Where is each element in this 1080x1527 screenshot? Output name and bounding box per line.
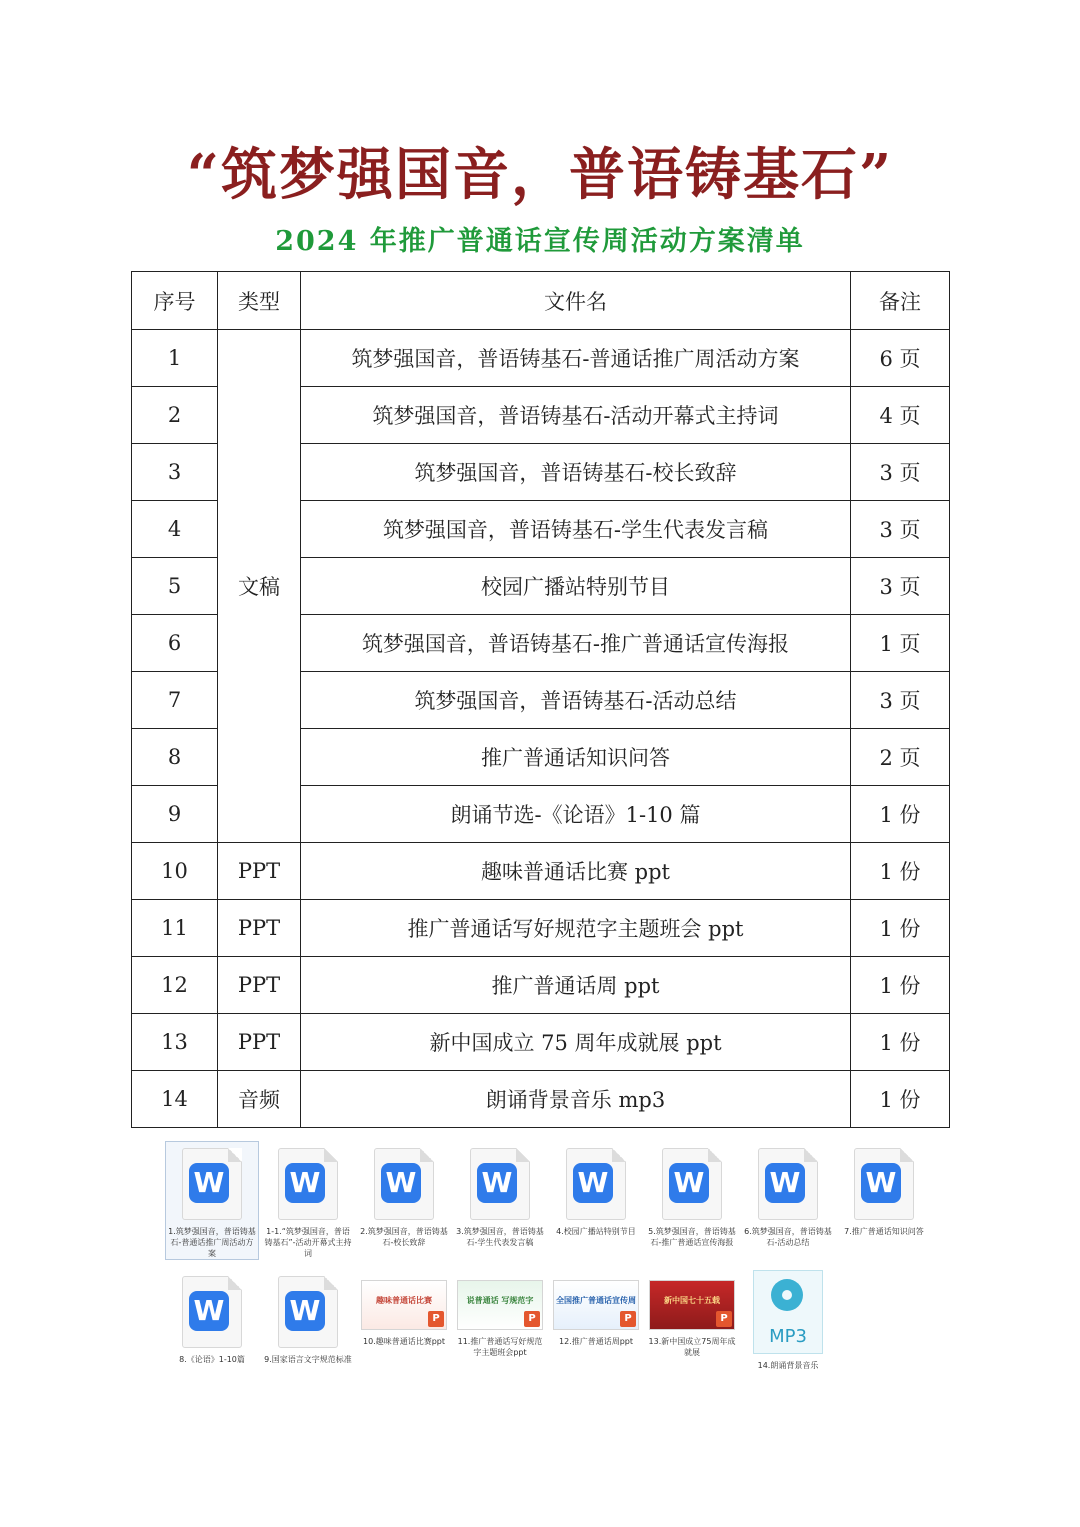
ppt-file-icon: 说普通话 写规范字 P: [457, 1280, 543, 1330]
row-index: 4: [132, 501, 218, 558]
row-index: 14: [132, 1071, 218, 1128]
row-index: 11: [132, 900, 218, 957]
row-index: 5: [132, 558, 218, 615]
row-filename: 新中国成立 75 周年成就展 ppt: [301, 1014, 851, 1071]
word-doc-icon: W: [278, 1276, 338, 1348]
word-doc-icon: W: [278, 1148, 338, 1220]
file-caption: 4.校园广播站特别节目: [556, 1227, 636, 1236]
header-filename: 文件名: [301, 272, 851, 330]
word-doc-icon: W: [566, 1148, 626, 1220]
file-item-word[interactable]: [646, 1142, 738, 1248]
file-caption: 2.筑梦强国音，普语铸基石-校长致辞: [360, 1227, 448, 1247]
file-caption: 11.推广普通话写好规范字主题班会ppt: [457, 1337, 543, 1357]
row-index: 13: [132, 1014, 218, 1071]
row-filename: 推广普通话知识问答: [301, 729, 851, 786]
row-note: 3 页: [851, 558, 950, 615]
row-filename: 筑梦强国音，普语铸基石-校长致辞: [301, 444, 851, 501]
row-index: 10: [132, 843, 218, 900]
row-note: 3 页: [851, 444, 950, 501]
table-row: [132, 957, 950, 1014]
row-note: 6 页: [851, 330, 950, 387]
ppt-file-icon: 新中国七十五载 P: [649, 1280, 735, 1330]
file-caption: 1-1.“筑梦强国音，普语铸基石”-活动开幕式主持词: [264, 1227, 352, 1258]
row-note: 1 份: [851, 900, 950, 957]
file-caption: 6.筑梦强国音，普语铸基石-活动总结: [744, 1227, 832, 1247]
ppt-thumb-title: 全国推广普通话宣传周: [556, 1296, 636, 1305]
file-caption: 10.趣味普通话比赛ppt: [362, 1337, 445, 1346]
row-filename: 校园广播站特别节目: [301, 558, 851, 615]
table-row: [132, 843, 950, 900]
row-index: 3: [132, 444, 218, 501]
row-filename: 筑梦强国音，普语铸基石-推广普通话宣传海报: [301, 615, 851, 672]
ppt-file-icon: 全国推广普通话宣传周 P: [553, 1280, 639, 1330]
file-caption: 7.推广普通话知识问答: [844, 1227, 924, 1236]
row-type: PPT: [218, 843, 301, 900]
file-item-ppt[interactable]: [358, 1270, 450, 1347]
word-doc-icon: W: [854, 1148, 914, 1220]
row-index: 9: [132, 786, 218, 843]
row-type: PPT: [218, 1014, 301, 1071]
word-doc-icon: W: [374, 1148, 434, 1220]
file-item-word[interactable]: [166, 1142, 258, 1259]
row-filename: 筑梦强国音，普语铸基石-普通话推广周活动方案: [301, 330, 851, 387]
mp3-badge: MP3: [769, 1326, 807, 1347]
row-note: 3 页: [851, 672, 950, 729]
row-index: 7: [132, 672, 218, 729]
row-note: 1 份: [851, 843, 950, 900]
file-list-table: [131, 271, 950, 1128]
header-type: 类型: [218, 272, 301, 330]
word-doc-icon: W: [182, 1148, 242, 1220]
file-item-word[interactable]: [262, 1142, 354, 1259]
word-doc-icon: W: [182, 1276, 242, 1348]
row-type-merged: 文稿: [218, 330, 301, 843]
row-note: 1 份: [851, 786, 950, 843]
row-type: 音频: [218, 1071, 301, 1128]
row-filename: 推广普通话写好规范字主题班会 ppt: [301, 900, 851, 957]
file-item-ppt[interactable]: [646, 1270, 738, 1358]
file-caption: 14.朗诵背景音乐: [757, 1361, 819, 1370]
row-type: PPT: [218, 900, 301, 957]
ppt-thumb-title: 说普通话 写规范字: [466, 1296, 534, 1305]
ppt-thumb-title: 新中国七十五载: [664, 1296, 720, 1305]
file-caption: 9.国家语言文字规范标准: [264, 1355, 352, 1364]
row-note: 2 页: [851, 729, 950, 786]
document-subtitle: 2024 年推广普通话宣传周活动方案清单: [275, 226, 805, 257]
row-note: 3 页: [851, 501, 950, 558]
row-note: 4 页: [851, 387, 950, 444]
row-note: 1 份: [851, 957, 950, 1014]
file-caption: 3.筑梦强国音，普语铸基石-学生代表发言稿: [456, 1227, 544, 1247]
ppt-file-icon: 趣味普通话比赛 P: [361, 1280, 447, 1330]
file-caption: 8.《论语》1-10篇: [179, 1355, 245, 1364]
header-index: 序号: [132, 272, 218, 330]
file-caption: 5.筑梦强国音，普语铸基石-推广普通话宣传海报: [648, 1227, 736, 1247]
file-item-word[interactable]: [838, 1142, 930, 1237]
table-row: [132, 1071, 950, 1128]
row-filename: 趣味普通话比赛 ppt: [301, 843, 851, 900]
word-doc-icon: W: [758, 1148, 818, 1220]
row-index: 12: [132, 957, 218, 1014]
row-filename: 筑梦强国音，普语铸基石-学生代表发言稿: [301, 501, 851, 558]
row-index: 1: [132, 330, 218, 387]
table-header-row: [132, 272, 950, 330]
file-item-word[interactable]: [550, 1142, 642, 1237]
file-caption: 13.新中国成立75周年成就展: [648, 1337, 736, 1357]
file-item-word[interactable]: [358, 1142, 450, 1248]
document-title: “筑梦强国音，普语铸基石”: [186, 142, 894, 208]
header-note: 备注: [851, 272, 950, 330]
mp3-file-icon: [753, 1270, 823, 1354]
row-filename: 推广普通话周 ppt: [301, 957, 851, 1014]
row-filename: 筑梦强国音，普语铸基石-活动总结: [301, 672, 851, 729]
ppt-thumb-title: 趣味普通话比赛: [376, 1296, 432, 1305]
row-index: 8: [132, 729, 218, 786]
row-filename: 筑梦强国音，普语铸基石-活动开幕式主持词: [301, 387, 851, 444]
row-note: 1 份: [851, 1014, 950, 1071]
table-row: [132, 1014, 950, 1071]
file-item-ppt[interactable]: [550, 1270, 642, 1347]
table-row: [132, 900, 950, 957]
row-type: PPT: [218, 957, 301, 1014]
row-index: 6: [132, 615, 218, 672]
row-note: 1 份: [851, 1071, 950, 1128]
row-index: 2: [132, 387, 218, 444]
file-item-mp3[interactable]: [742, 1270, 834, 1371]
row-note: 1 页: [851, 615, 950, 672]
table-row: [132, 330, 950, 387]
file-item-word[interactable]: [742, 1142, 834, 1248]
row-filename: 朗诵节选-《论语》1-10 篇: [301, 786, 851, 843]
file-caption: 1.筑梦强国音，普语铸基石-普通话推广周活动方案: [168, 1227, 256, 1258]
file-caption: 12.推广普通话周ppt: [558, 1337, 633, 1346]
row-filename: 朗诵背景音乐 mp3: [301, 1071, 851, 1128]
file-item-word[interactable]: [454, 1142, 546, 1248]
word-doc-icon: W: [662, 1148, 722, 1220]
word-doc-icon: W: [470, 1148, 530, 1220]
file-item-ppt[interactable]: [454, 1270, 546, 1358]
file-item-word[interactable]: [262, 1270, 354, 1365]
file-item-word[interactable]: [166, 1270, 258, 1365]
